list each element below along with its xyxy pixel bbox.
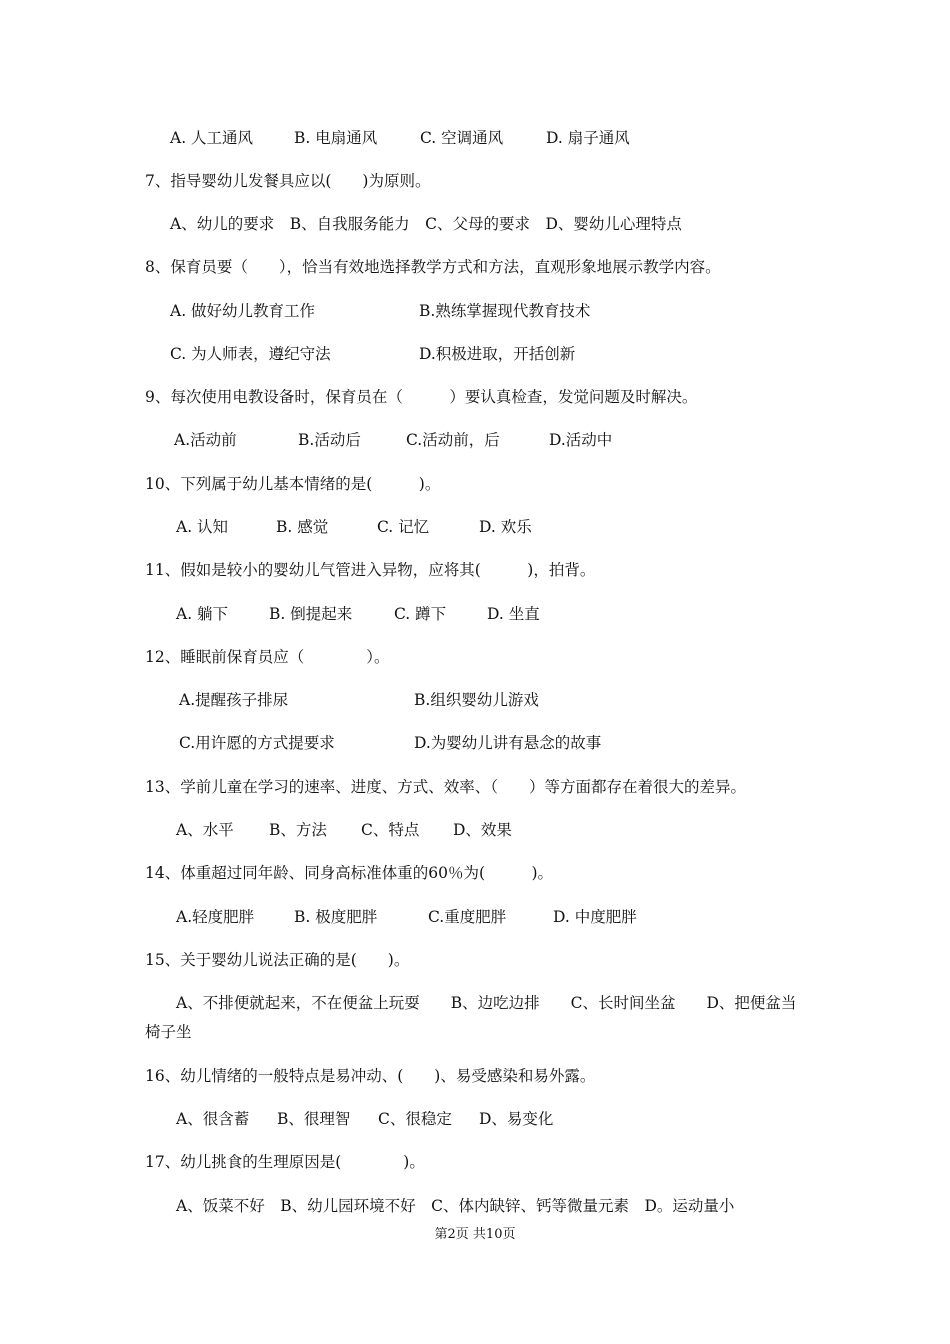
q10-option-b: B. 感觉 (276, 518, 329, 536)
q10-option-d: D. 欢乐 (479, 518, 532, 536)
q12-option-b: B.组织婴幼儿游戏 (414, 691, 539, 709)
q13-option-b: B、方法 (269, 821, 327, 839)
q10-option-c: C. 记忆 (377, 518, 430, 536)
q11-text: 11、假如是较小的婴幼儿气管进入异物，应将其( )，拍背。 (145, 561, 596, 579)
q10-text: 10、下列属于幼儿基本情绪的是( )。 (145, 475, 441, 493)
q13-option-c: C、特点 (361, 821, 420, 839)
q12-option-d: D.为婴幼儿讲有悬念的故事 (414, 734, 602, 752)
q11-option-b: B. 倒提起来 (269, 605, 353, 623)
q7-options: A、幼儿的要求 B、自我服务能力 C、父母的要求 D、婴幼儿心理特点 (170, 215, 682, 233)
q10-option-a: A. 认知 (176, 518, 229, 536)
page-footer: 第2页 共10页 (434, 1227, 516, 1242)
q15-options-line2: 椅子坐 (145, 1023, 192, 1041)
q8-option-d: D.积极进取，开括创新 (419, 345, 576, 363)
q14-text: 14、体重超过同年龄、同身高标准体重的60％为( )。 (145, 864, 554, 882)
q16-option-c: C、很稳定 (378, 1110, 452, 1128)
q14-option-c: C.重度肥胖 (428, 908, 507, 926)
q9-option-b: B.活动后 (298, 431, 361, 449)
q9-text: 9、每次使用电教设备时，保育员在（ ）要认真检查，发觉问题及时解决。 (145, 388, 698, 406)
q15-text: 15、关于婴幼儿说法正确的是( )。 (145, 951, 410, 969)
q14-option-b: B. 极度肥胖 (294, 908, 378, 926)
q6-option-b: B. 电扇通风 (294, 129, 378, 147)
q16-option-d: D、易变化 (479, 1110, 554, 1128)
q11-option-c: C. 蹲下 (394, 605, 447, 623)
q8-option-a: A. 做好幼儿教育工作 (170, 302, 316, 320)
q16-option-b: B、很理智 (277, 1110, 351, 1128)
q12-text: 12、睡眠前保育员应（ ）。 (145, 648, 390, 666)
q7-text: 7、指导婴幼儿发餐具应以( )为原则。 (145, 172, 431, 190)
q13-option-a: A、水平 (176, 821, 234, 839)
q13-option-d: D、效果 (453, 821, 512, 839)
q17-text: 17、幼儿挑食的生理原因是( )。 (145, 1153, 425, 1171)
q6-option-c: C. 空调通风 (420, 129, 504, 147)
q6-option-d: D. 扇子通风 (546, 129, 630, 147)
q14-option-d: D. 中度肥胖 (553, 908, 637, 926)
q8-option-c: C. 为人师表，遵纪守法 (170, 345, 331, 363)
q17-options: A、饭菜不好 B、幼儿园环境不好 C、体内缺锌、钙等微量元素 D。运动量小 (176, 1197, 735, 1215)
q9-option-a: A.活动前 (174, 431, 237, 449)
q9-option-d: D.活动中 (549, 431, 613, 449)
q8-text: 8、保育员要（ ），恰当有效地选择教学方式和方法，直观形象地展示教学内容。 (145, 258, 721, 276)
q13-text: 13、学前儿童在学习的速率、进度、方式、效率、（ ）等方面都存在着很大的差异。 (145, 778, 746, 796)
q6-option-a: A. 人工通风 (170, 129, 254, 147)
q14-option-a: A.轻度肥胖 (176, 908, 255, 926)
q8-option-b: B.熟练掌握现代教育技术 (419, 302, 591, 320)
q16-text: 16、幼儿情绪的一般特点是易冲动、( )、易受感染和易外露。 (145, 1067, 596, 1085)
q16-option-a: A、很含蓄 (176, 1110, 250, 1128)
q11-option-a: A. 躺下 (176, 605, 229, 623)
q9-option-c: C.活动前，后 (406, 431, 500, 449)
q11-option-d: D. 坐直 (487, 605, 540, 623)
q12-option-c: C.用许愿的方式提要求 (179, 734, 335, 752)
q12-option-a: A.提醒孩子排尿 (179, 691, 289, 709)
q15-options-line1: A、不排便就起来，不在便盆上玩耍 B、边吃边排 C、长时间坐盆 D、把便盆当 (176, 994, 797, 1012)
